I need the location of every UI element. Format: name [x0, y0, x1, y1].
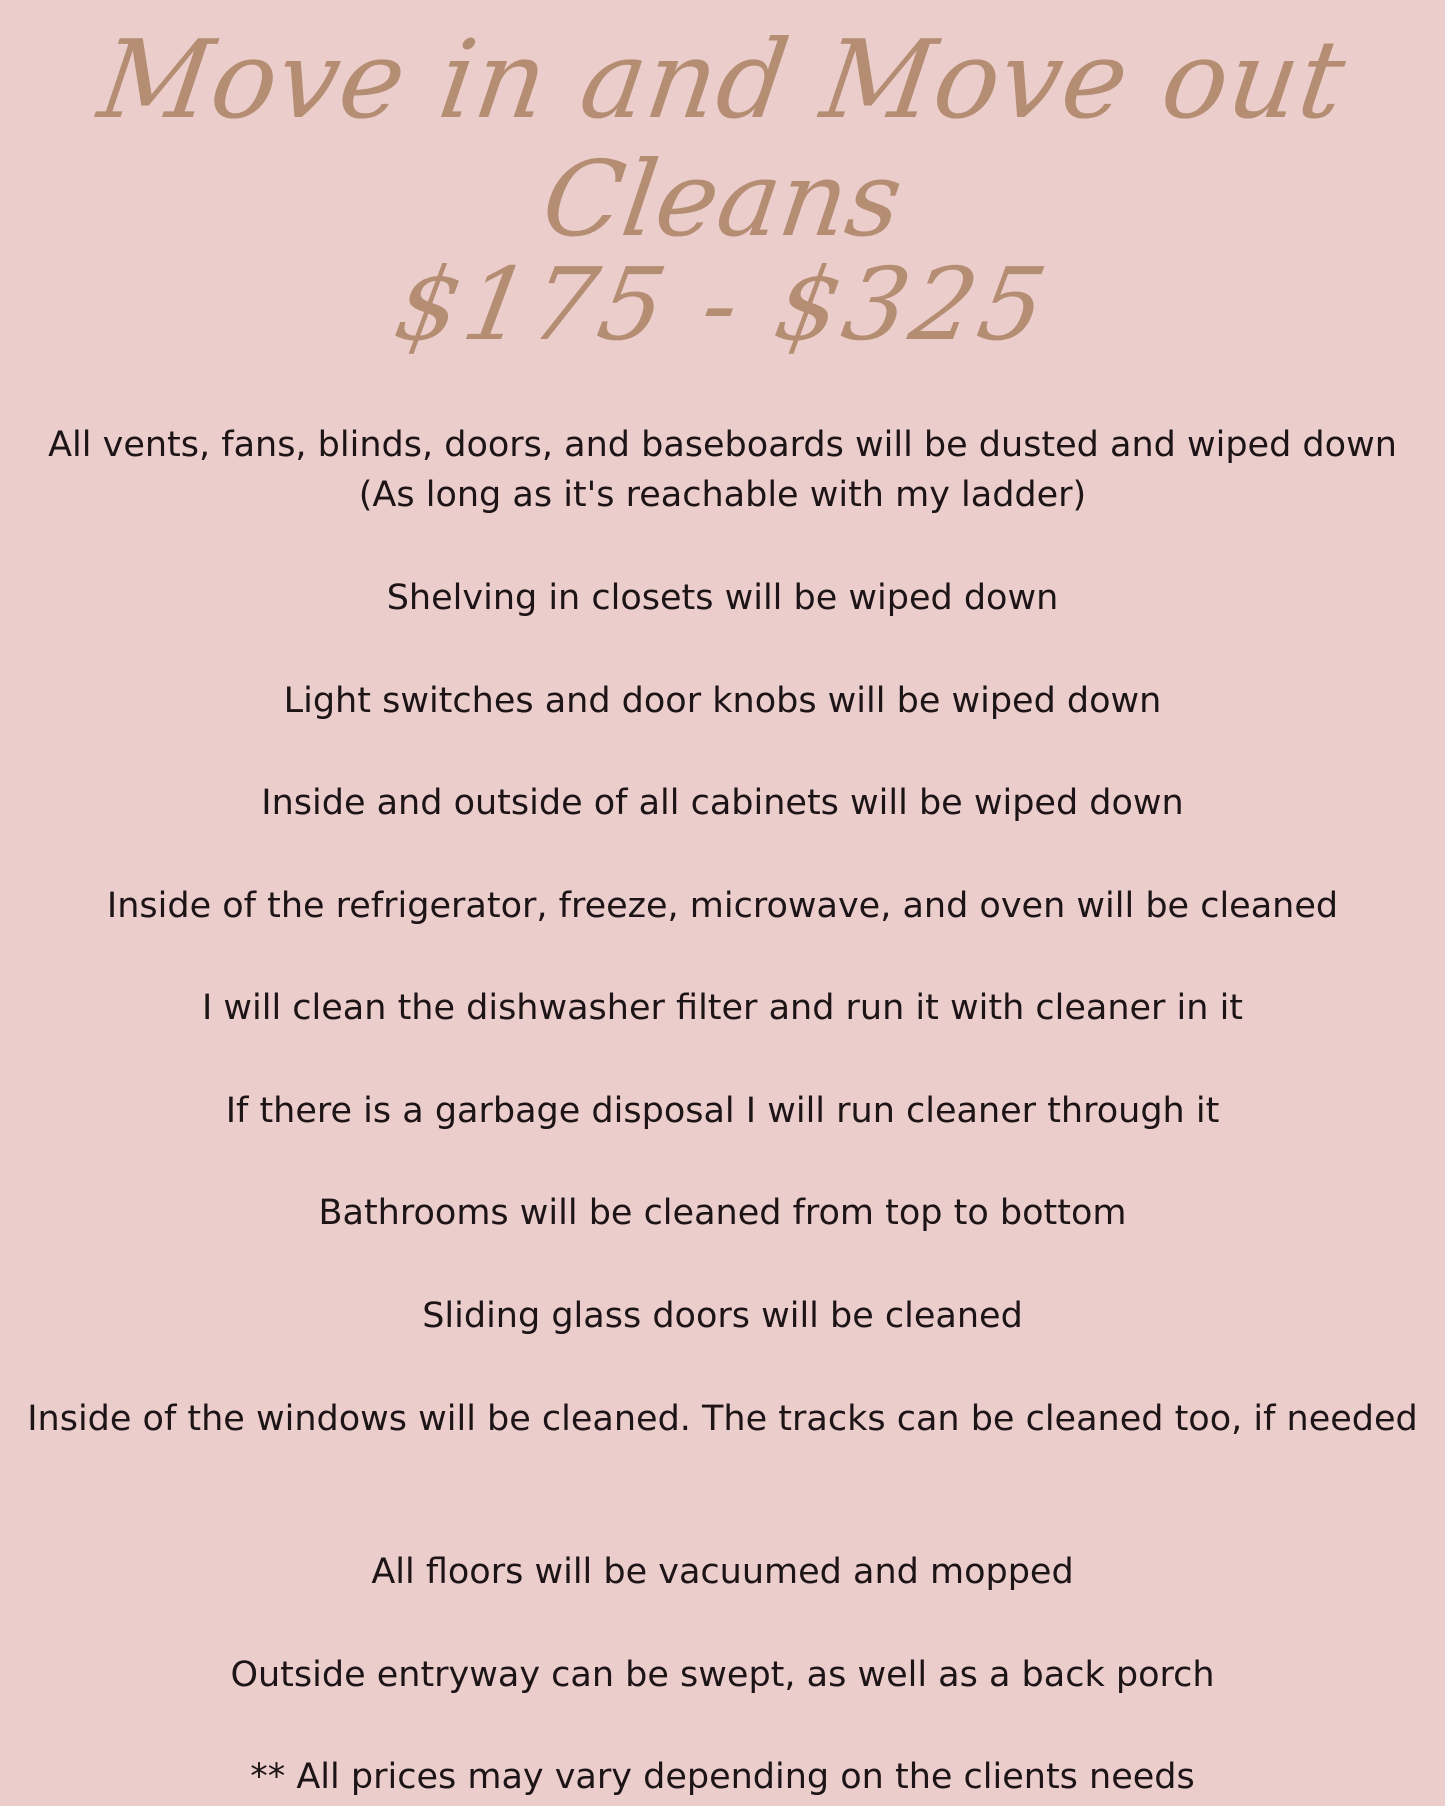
service-item: Shelving in closets will be wiped down	[386, 578, 1059, 618]
service-item: All floors will be vacuumed and mopped	[371, 1552, 1074, 1592]
service-item: If there is a garbage disposal I will run cleaner through it	[225, 1091, 1220, 1131]
title-line-2: Cleans	[535, 138, 910, 260]
title-line-1: Move in and Move out	[91, 18, 1354, 143]
service-item: Inside of the refrigerator, freeze, microwave, and oven will be cleaned	[106, 886, 1339, 926]
service-item: Bathrooms will be cleaned from top to bottom	[318, 1193, 1127, 1233]
footnote: ** All prices may vary depending on the clients needs	[250, 1757, 1195, 1797]
service-item: Inside of the windows will be cleaned. The tracks can be cleaned too, if needed	[27, 1399, 1418, 1439]
flyer-header	[0, 0, 1445, 380]
service-item: Inside and outside of all cabinets will be wiped down	[261, 783, 1184, 823]
service-item: Light switches and door knobs will be wiped down	[283, 681, 1162, 721]
service-item: I will clean the dishwasher filter and run it with cleaner in it	[201, 988, 1244, 1028]
service-item: Outside entryway can be swept, as well as a back porch	[230, 1655, 1215, 1695]
price-range: $175 - $325	[386, 246, 1058, 363]
service-item: All vents, fans, blinds, doors, and baseboards will be dusted and wiped down (As long as it's reachable with my ladder)	[48, 425, 1397, 515]
service-item: Sliding glass doors will be cleaned	[422, 1296, 1023, 1336]
